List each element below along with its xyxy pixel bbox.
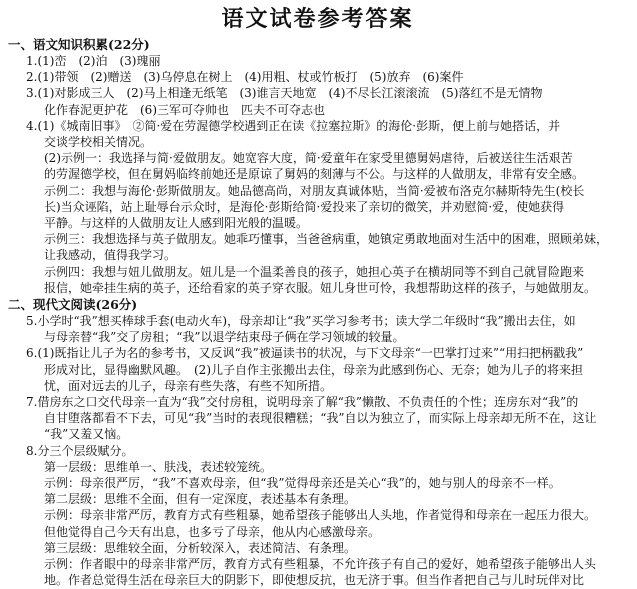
answer-line: 6.(1)既指让儿子为名的参考书，又反讽“我”被逼读书的状况，与下文母亲“一巴掌打过来”“用扫把柄戳我”: [26, 346, 584, 361]
answer-line: 3.(1)对影成三人 (2)马上相逢无纸笔 (3)谁言天地宽 (4)不尽长江滚滚流 (5)落红不是无情物: [26, 86, 543, 101]
answer-line: 5.小学时“我”想买棒球手套(电动火车)，母亲却让“我”买学习参考书；读大学二年级时“我”搬出去住，如: [26, 314, 576, 329]
answer-line: 示例：母亲非常严厉，教育方式有些粗暴，她希望孩子能够出人头地，作者觉得和母亲在一起压力很大。: [44, 508, 597, 523]
answer-line: 与母亲替“我”交了房租；“我”以退学结束母子俩在学习领域的较量。: [44, 330, 405, 345]
answer-line: 示例四：我想与妞儿做朋友。妞儿是一个温柔善良的孩子，她担心英子在横胡同等不到自己就冒险跑来: [44, 264, 585, 279]
section-heading: 二、现代文阅读(26分): [8, 297, 138, 313]
answer-line: 让我感动，值得我学习。: [44, 248, 177, 263]
answer-line: 示例：母亲很严厉，“我”不喜欢母亲，但“我”觉得母亲还是关心“我”的，她与别人的母亲不一样。: [44, 476, 561, 491]
answer-line: 第二层级：思维不全面，但有一定深度，表述基本有条理。: [44, 492, 357, 507]
answer-line: “我”又羞又恼。: [44, 427, 129, 442]
answer-line: 长)当众诬陷，站上耻辱台示众时，是海伦·彭斯给简·爱投来了亲切的微笑，并劝慰简·爱，使她获得: [44, 199, 565, 214]
page-title: 语文试卷参考答案: [221, 6, 414, 32]
answer-line: 自甘堕落都看不下去，可见“我”当时的表现很糟糕；“我”自以为独立了，而实际上母亲却无所不在，这让: [44, 411, 597, 426]
answer-line: 忧，面对远去的儿子，母亲有些失落，有些不知所措。: [44, 378, 333, 393]
answer-line: 7.借房东之口交代母亲一直为“我”交付房租，说明母亲了解“我”懒散、不负责任的个性；连房东对“我”的: [26, 395, 579, 410]
answer-line: 第三层级：思维较全面，分析较深入，表述简洁、有条理。: [44, 540, 357, 555]
answer-line: 4.(1)《城南旧事》 ②简·爱在劳渥德学校遇到正在读《拉塞拉斯》的海伦·彭斯，便上前与她搭话，并: [26, 118, 561, 133]
answer-line: 8.分三个层级赋分。: [26, 443, 134, 458]
answer-line: 2.(1)带领 (2)赠送 (3)乌停息在树上 (4)用粗、杖或竹板打 (5)放弃 (6)案件: [26, 70, 464, 85]
answer-content: [8, 36, 627, 589]
answer-line: 交谈学校相关情况。: [44, 135, 153, 150]
answer-line: (2)示例一：我选择与简·爱做朋友。她宽容大度，简·爱童年在家受里德舅妈虐待，后被送往生活艰苦: [44, 151, 573, 166]
answer-line: 但他觉得自己今天有出息，也多亏了母亲，他从内心感激母亲。: [44, 524, 381, 539]
answer-line: 平静。与这样的人做朋友让人感到阳光般的温暖。: [44, 216, 309, 231]
answer-line: 形成对比，显得幽默风趣。 (2)儿子自作主张搬出去住，母亲为此感到伤心、无奈；她为儿子的将来担: [44, 362, 584, 377]
answer-line: 的劳渥德学校，但在舅妈临终前她还是原谅了舅妈的刻薄与不公。与这样的人做朋友，非常有安全感。: [44, 167, 585, 182]
answer-line: 化作春泥更护花 (6)三军可夺帅也 匹夫不可夺志也: [44, 102, 326, 117]
answer-line: 示例二：我想与海伦·彭斯做朋友。她品德高尚，对朋友真诚体贴，当简·爱被布洛克尔赫斯特先生(校长: [44, 183, 585, 198]
answer-line: 1.(1)峦 (2)泊 (3)瑰丽: [26, 54, 161, 68]
answer-line: 示例三：我想选择与英子做朋友。她乖巧懂事，当爸爸病重，她镇定勇敢地面对生活中的困难，照顾弟妹，: [44, 232, 609, 247]
answer-line: 示例：作者眼中的母亲非常严厉，教育方式有些粗暴，不允许孩子有自己的爱好，她希望孩子能够出人头: [44, 557, 597, 572]
section-heading: 一、语文知识积累(22分): [8, 37, 150, 52]
answer-line: 第一层级：思维单一、肤浅，表述较笼统。: [44, 459, 273, 474]
answer-line: 地。作者总觉得生活在母亲巨大的阴影下，即使想反抗，也无济于事。但当作者把自己与儿时玩伴对比: [44, 573, 585, 588]
answer-line: 报信，她牵挂生病的英子，还给看家的英子穿衣服。妞儿身世可怜，我想帮助这样的孩子，与她做朋友。: [44, 280, 597, 295]
